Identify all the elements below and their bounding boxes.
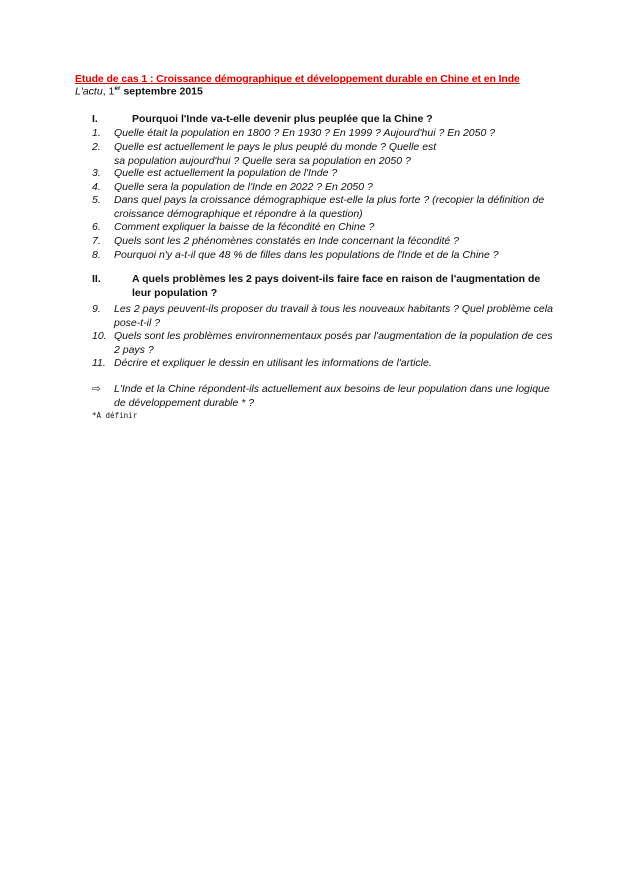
footnote: *A définir: [92, 411, 138, 420]
source-sup: er: [114, 85, 121, 92]
question-number: 2.: [92, 141, 101, 153]
question-text: Quelle est actuellement le pays le plus peuplé du monde ? Quelle est sa population aujourd'hui ? Quelle sera sa population en 2050 ?: [114, 141, 437, 167]
question-text: Décrire et expliquer le dessin en utilisant les informations de l'article.: [114, 357, 432, 369]
section-number: II.: [92, 273, 101, 285]
source-publication: L'actu: [75, 85, 103, 98]
section-number: I.: [92, 113, 98, 125]
source-line: [75, 85, 203, 98]
arrow-icon: ⇨: [92, 383, 101, 395]
source-day: , 1: [102, 85, 115, 98]
question-number: 9.: [92, 303, 101, 315]
question-number: 4.: [92, 181, 101, 193]
question-number: 1.: [92, 127, 101, 139]
question-text: Quels sont les 2 phénomènes constatés en Inde concernant la fécondité ?: [114, 235, 459, 247]
question-number: 8.: [92, 249, 101, 261]
section-title: A quels problèmes les 2 pays doivent-ils faire face en raison de l'augmentation de leur population ?: [132, 273, 541, 299]
question-number: 6.: [92, 221, 101, 233]
conclusion-text: L'Inde et la Chine répondent-ils actuellement aux besoins de leur population dans une logique de développement durable * ?: [114, 383, 550, 409]
question-text: Comment expliquer la baisse de la fécondité en Chine ?: [114, 221, 375, 233]
question-number: 7.: [92, 235, 101, 247]
question-number: 5.: [92, 194, 101, 206]
question-number: 10.: [92, 330, 107, 342]
question-text: Quels sont les problèmes environnementaux posés par l'augmentation de la population de ces 2 pays ?: [114, 330, 553, 356]
source-date: septembre 2015: [120, 85, 203, 98]
question-text: Dans quel pays la croissance démographique est-elle la plus forte ? (recopier la définition de croissance démographique et répondre à la question): [114, 194, 545, 220]
question-text: Pourquoi n'y a-t-il que 48 % de filles dans les populations de l'Inde et de la Chine ?: [114, 249, 499, 261]
question-number: 3.: [92, 167, 101, 179]
question-number: 11.: [92, 357, 106, 369]
question-text: Quelle sera la population de l'Inde en 2022 ? En 2050 ?: [114, 181, 373, 193]
question-text: Les 2 pays peuvent-ils proposer du travail à tous les nouveaux habitants ? Quel problème cela pose-t-il ?: [114, 303, 553, 329]
page-title: Etude de cas 1 : Croissance démographique et développement durable en Chine et en Inde: [75, 73, 520, 85]
question-text: Quelle était la population en 1800 ? En 1930 ? En 1999 ? Aujourd'hui ? En 2050 ?: [114, 127, 496, 139]
section-title: Pourquoi l'Inde va-t-elle devenir plus peuplée que la Chine ?: [132, 113, 433, 125]
question-text: Quelle est actuellement la population de l'Inde ?: [114, 167, 338, 179]
